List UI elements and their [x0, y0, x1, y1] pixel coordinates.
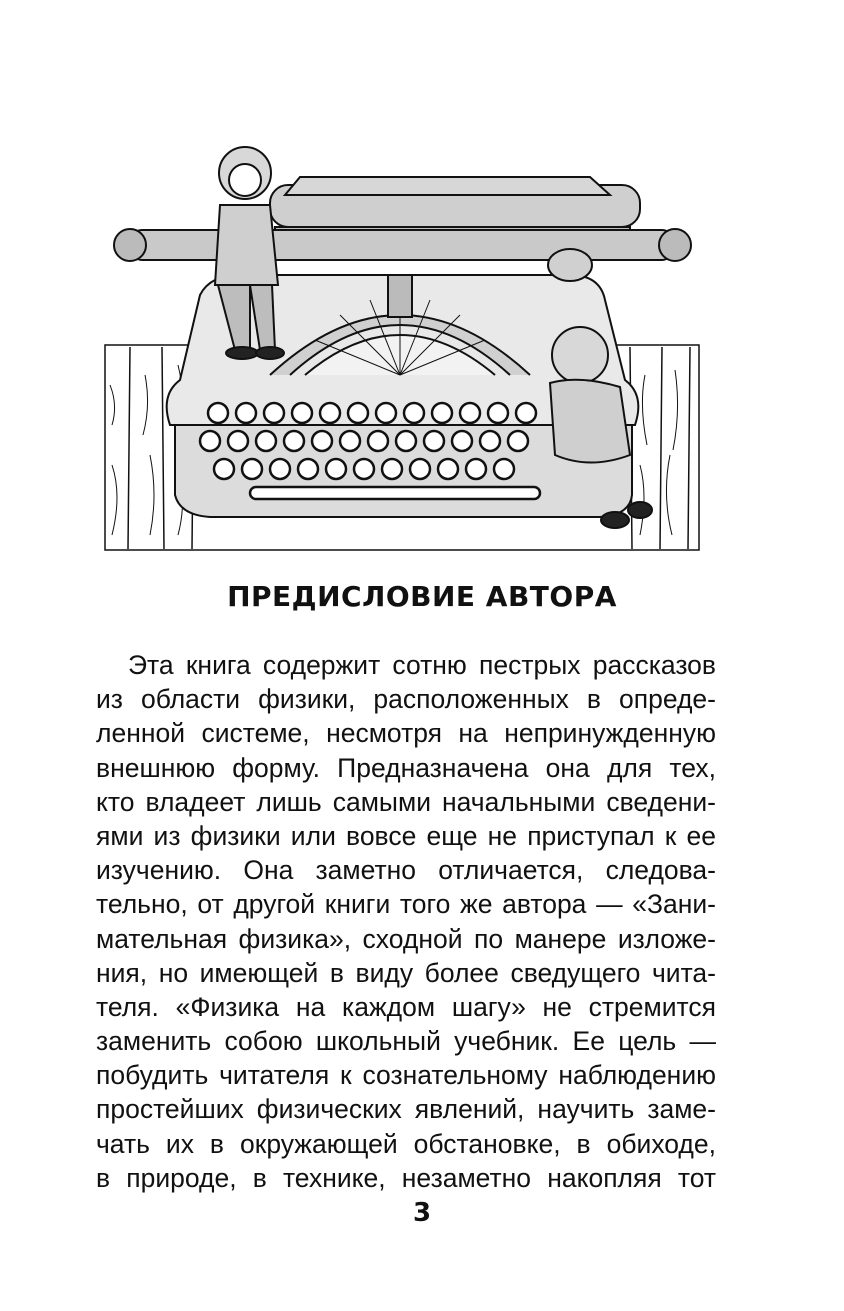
text-line: заменить собою школьный учебник. Ее цель —	[96, 1026, 716, 1057]
text-line: ния, но имеющей в виду более сведущего чита-	[96, 957, 716, 988]
text-line: внешнюю форму. Предназначена она для тех,	[96, 752, 716, 783]
text-line: побудить читателя к сознательному наблюдению	[96, 1060, 716, 1091]
text-line: ями из физики или вовсе еще не приступал к ее	[96, 820, 716, 851]
text-line: теля. «Физика на каждом шагу» не стремится	[96, 991, 716, 1022]
chapter-heading: ПРЕДИСЛОВИЕ АВТОРА	[227, 580, 617, 613]
page-number: 3	[412, 1198, 432, 1228]
text-line: ленной системе, несмотря на непринужденную	[96, 718, 716, 749]
text-line: мательная физика», сходной по манере изложе-	[96, 923, 716, 954]
text-line: чать их в окружающей обстановке, в обиходе,	[96, 1128, 716, 1159]
text-line: из области физики, расположенных в опреде-	[96, 684, 716, 715]
text-line: изучению. Она заметно отличается, следова-	[96, 855, 716, 886]
paragraph	[96, 648, 716, 1195]
text-line: в природе, в технике, незаметно накопляя тот	[96, 1162, 716, 1193]
text-line: Эта книга содержит сотню пестрых рассказов	[128, 650, 716, 680]
text-line: простейших физических явлений, научить заме-	[96, 1094, 716, 1125]
text-line: кто владеет лишь самыми начальными сведени-	[96, 786, 716, 817]
text-line: тельно, от другой книги того же автора — «Зани-	[96, 889, 716, 920]
typewriter-illustration	[100, 125, 704, 553]
